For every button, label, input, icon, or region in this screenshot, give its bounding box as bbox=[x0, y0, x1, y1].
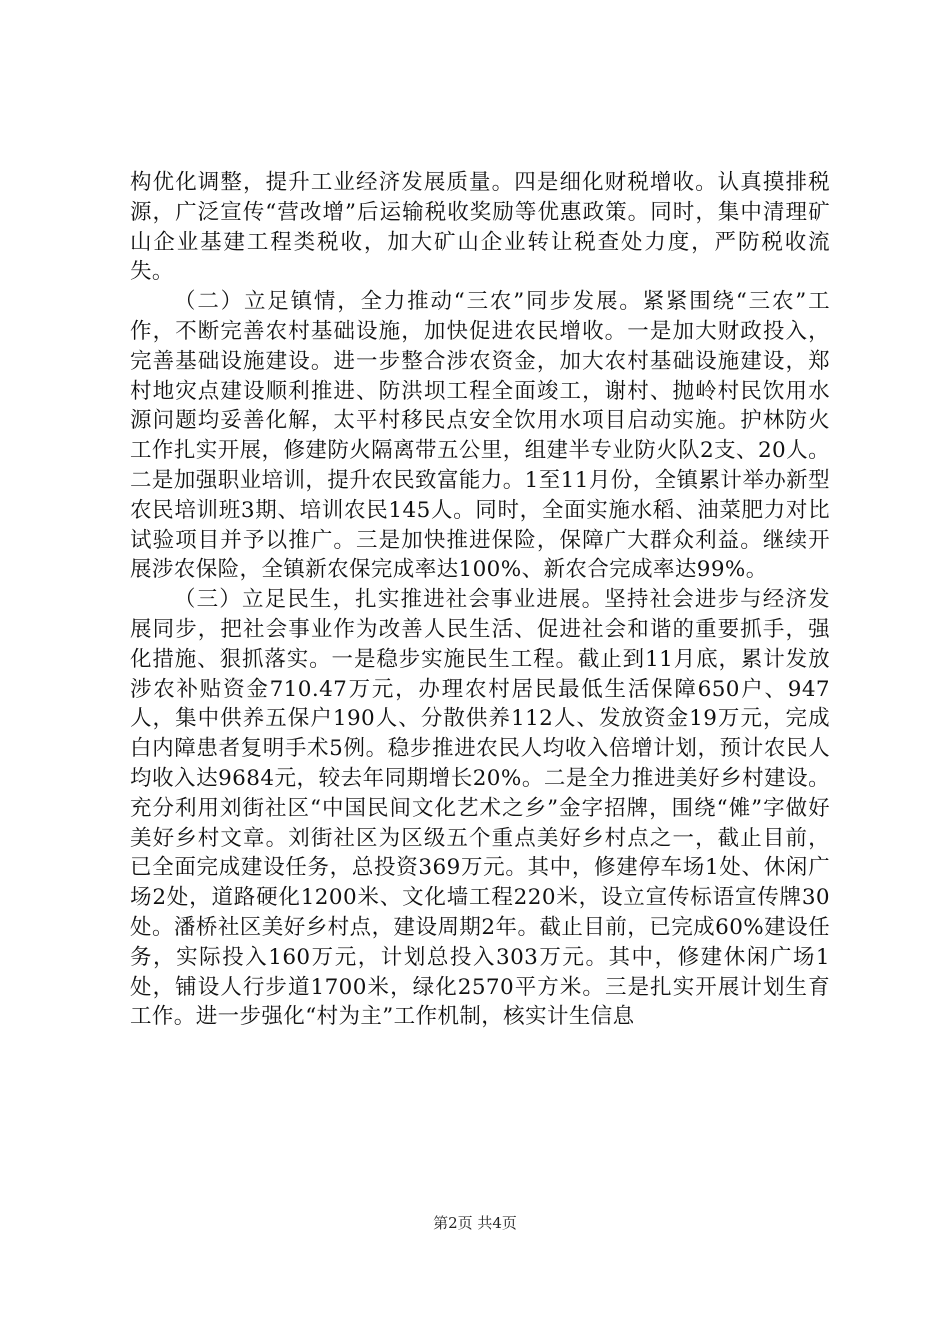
document-body bbox=[130, 168, 830, 1032]
paragraph-continued: 构优化调整，提升工业经济发展质量。四是细化财税增收。认真摸排税源，广泛宣传“营改增”后运输税收奖励等优惠政策。同时，集中清理矿山企业基建工程类税收，加大矿山企业转让税查处力度，严防税收流失。 bbox=[130, 170, 830, 285]
paragraph-section-two: （二）立足镇情，全力推动“三农”同步发展。紧紧围绕“三农”工作，不断完善农村基础设施，加快促进农民增收。一是加大财政投入，完善基础设施建设。进一步整合涉农资金，加大农村基础设施建设，郑村地灾点建设顺利推进、防洪坝工程全面竣工，谢村、抛岭村民饮用水源问题均妥善化解，太平村移民点安全饮用水项目启动实施。护林防火工作扎实开展，修建防火隔离带五公里，组建半专业防火队2支、20人。二是加强职业培训，提升农民致富能力。1至11月份，全镇累计举办新型农民培训班3期、培训农民145人。同时，全面实施水稻、油菜肥力对比试验项目并予以推广。三是加快推进保险，保障广大群众利益。继续开展涉农保险，全镇新农保完成率达100%、新农合完成率达99%。 bbox=[130, 289, 830, 583]
paragraph-section-three: （三）立足民生，扎实推进社会事业进展。坚持社会进步与经济发展同步，把社会事业作为改善人民生活、促进社会和谐的重要抓手，强化措施、狠抓落实。一是稳步实施民生工程。截止到11月底，累计发放涉农补贴资金710.47万元，办理农村居民最低生活保障650户、947人，集中供养五保户190人、分散供养112人、发放资金19万元，完成白内障患者复明手术5例。稳步推进农民人均收入倍增计划，预计农民人均收入达9684元，较去年同期增长20%。二是全力推进美好乡村建设。充分利用刘街社区“中国民间文化艺术之乡”金字招牌，围绕“傩”字做好美好乡村文章。刘街社区为区级五个重点美好乡村点之一，截止目前，已全面完成建设任务，总投资369万元。其中，修建停车场1处、休闲广场2处，道路硬化1200米、文化墙工程220米，设立宣传标语宣传牌30处。潘桥社区美好乡村点，建设周期2年。截止目前，已完成60%建设任务，实际投入160万元，计划总投入303万元。其中，修建休闲广场1处，铺设人行步道1700米，绿化2570平方米。三是扎实开展计划生育工作。进一步强化“村为主”工作机制，核实计生信息 bbox=[130, 587, 830, 1030]
page-number-footer: 第2页 共4页 bbox=[433, 1214, 517, 1232]
